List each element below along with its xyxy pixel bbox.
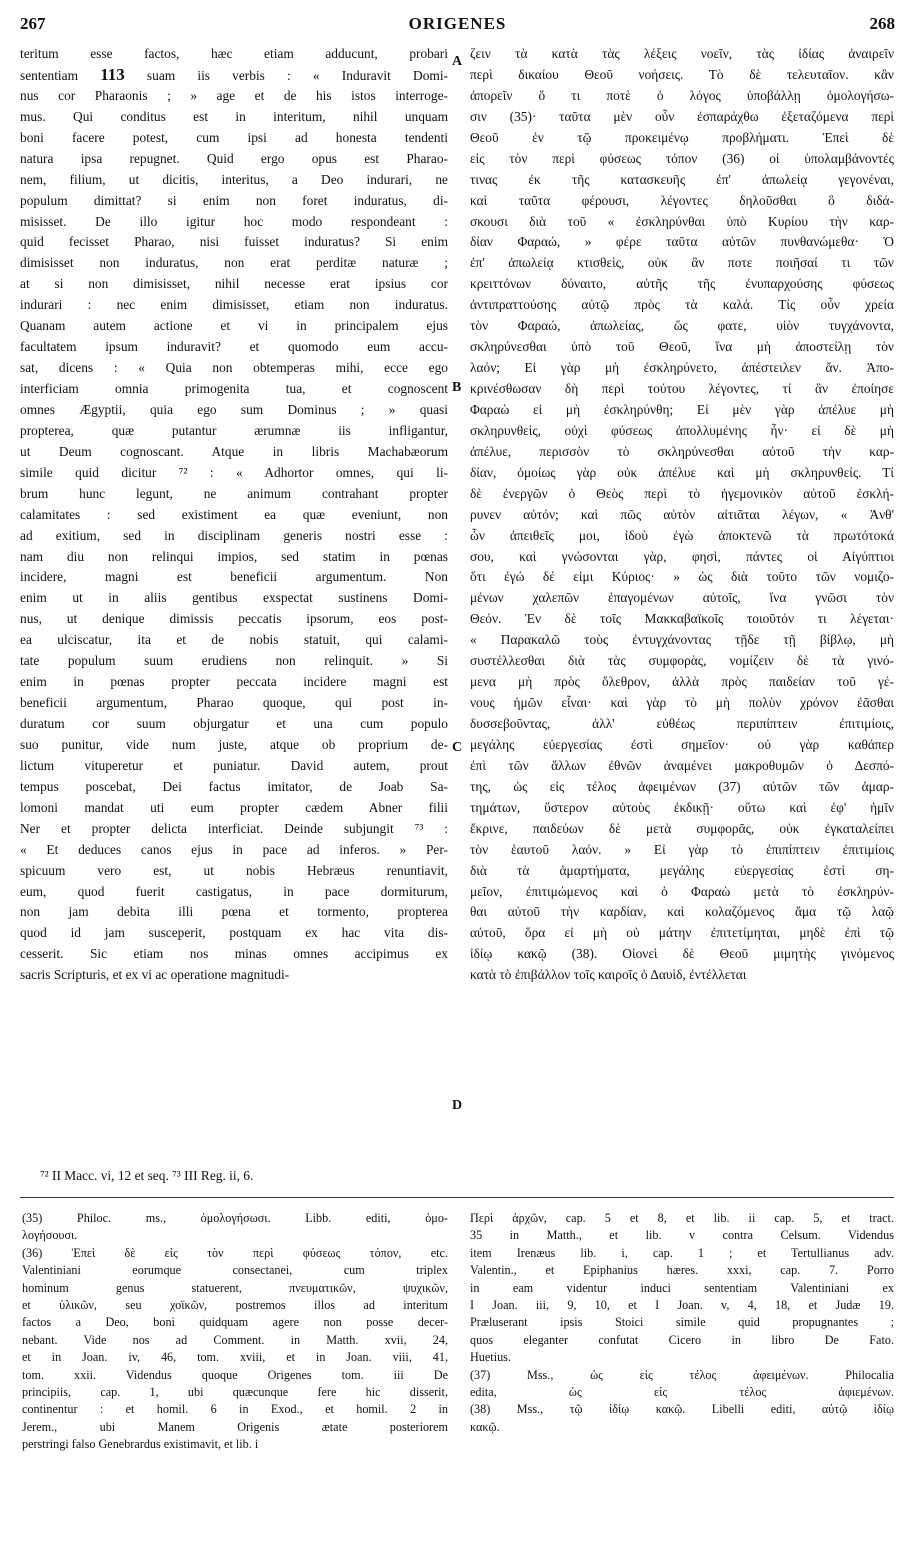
text-line: τημάτων, ὕστερον αὐτοὺς ἐκδικῇ· οὕτω καὶ ἐφ' ἡμῖν bbox=[470, 799, 894, 815]
text-line: cesserit. Sic etiam nos minas omnes accipimus ex bbox=[20, 946, 448, 962]
text-line: δίαν Φαραώ, » φέρε ταῦτα αὐτῶν πυνθανώμεθα· Ὁ bbox=[470, 234, 894, 250]
text-line: brum hunc legunt, ne animum contrahant propter bbox=[20, 485, 448, 501]
text-line: ἀντιπραττούσης αὐτῷ πρὸς τὰ καλά. Τίς οὖν χρεία bbox=[470, 297, 894, 313]
text-line: θαι αὐτοῦ τὴν καρδίαν, καὶ κολαζόμενος ἅμα τῷ λαῷ bbox=[470, 904, 894, 920]
footnote-line: et ὑλικῶν, seu χοϊκῶν, postremos illos ad interitum bbox=[22, 1297, 448, 1312]
text-line: teritum esse factos, hæc etiam adducunt, probari bbox=[20, 46, 448, 61]
text-line: μενα μὴ πρὸς ὄλεθρον, ἀλλὰ πρὸς παιδείαν τοῦ γέ- bbox=[470, 674, 894, 690]
text-line: misisset. De illo igitur hoc modo respondeant : bbox=[20, 213, 448, 229]
text-line: mus. Qui conditus est in interitum, nihil unquam bbox=[20, 108, 448, 124]
text-line: τινας ἐκ τῆς κατασκευῆς ἐπ' ἀπωλείᾳ γεγονέναι, bbox=[470, 171, 894, 187]
footnote-line: principiis, cap. 1, ubi quæcunque fere hic disserit, bbox=[22, 1384, 448, 1399]
footnote-line: I Joan. iii, 9, 10, et I Joan. v, 4, 18, et Judæ 19. bbox=[470, 1297, 894, 1312]
footnote-line: continentur : et homil. 6 in Exod., et homil. 2 in bbox=[22, 1402, 448, 1417]
text-line: facultatem ipsum induravit? et quomodo eum accu- bbox=[20, 339, 448, 355]
text-line: suo punitur, vide num juste, atque ob proprium de- bbox=[20, 736, 448, 752]
footnote-line: (37) Mss., ὡς εἰς τέλος ἀφειμένων. Philocalia bbox=[470, 1367, 894, 1382]
text-line: σου, καὶ γνώσονται γὰρ, φησὶ, πάντες οἱ Αἰγύπτιοι bbox=[470, 548, 894, 564]
footnote-line: et in Joan. iv, 46, tom. xviii, et in Joan. viii, 41, bbox=[22, 1350, 448, 1365]
text-line: Quanam autem actione et vi in principalem ejus bbox=[20, 318, 448, 334]
footnotes-right bbox=[470, 1210, 894, 1436]
text-line: lomoni mandat uti eum propter cædem Abner filii bbox=[20, 799, 448, 815]
text-line: non jam debita illi pœna et tormento, propterea bbox=[20, 904, 448, 920]
text-line: δυσσεβοῦντας, ἀλλ' εὐθέως περιπίπτειν ἐπιτιμίοις, bbox=[470, 716, 894, 731]
text-line: quid fecisset Pharao, nisi fuisset induratus? Si enim bbox=[20, 234, 448, 250]
text-line: ἰδίῳ κακῷ (38). Οἱονεὶ δὲ Θεοῦ μιμητὴς γινόμενος bbox=[470, 946, 894, 962]
text-line: μεῖον, ἐπιτιμώμενος καὶ ὁ Φαραὼ μετὰ τὸ ἐσκληρύν- bbox=[470, 883, 894, 899]
text-line: natura ipsa repugnet. Quid ergo opus est Pharao- bbox=[20, 150, 448, 166]
footnote-line: edita, ὡς εἰς τέλος ἀφιεμένων. bbox=[470, 1384, 894, 1399]
footnotes-left bbox=[22, 1210, 448, 1453]
text-line: μένων χαλεπῶν ἐπαγομένων αὐτοῖς, ἵνα γνῶσι τὸν bbox=[470, 590, 894, 606]
text-line: μεγάλης εὐεργεσίας ἐστὶ σημεῖον· οὐ γὰρ καθάπερ bbox=[470, 736, 894, 752]
greek-column bbox=[470, 44, 894, 986]
footnote-line: perstringi falso Genebrardus existimavit, et lib. i bbox=[22, 1437, 259, 1452]
text-line: « Παρακαλῶ τοὺς ἐντυγχάνοντας τῇδε τῇ βίβλῳ, μὴ bbox=[470, 632, 894, 648]
footnote-line: in eam videntur induci sententiam Valentiniani ex bbox=[470, 1280, 894, 1295]
text-line: nem, filium, ut dicitis, interitus, a Deo indurari, ne bbox=[20, 171, 448, 187]
text-line: incidere, magni est beneficii argumentum. Non bbox=[20, 569, 448, 585]
text-line: beneficii argumentum, Pharao quoque, qui post in- bbox=[20, 695, 448, 711]
footnote-line: hominum genus statuerent, πνευματικῶν, ψυχικῶν, bbox=[22, 1280, 448, 1295]
text-line: « Et deduces canos ejus in pace ad inferos. » Per- bbox=[20, 841, 448, 857]
section-marker-a: A bbox=[452, 54, 463, 69]
text-line: nus, ut denique dimissis peccatis ipsorum, eos post- bbox=[20, 611, 448, 627]
footnote-line: 35 in Matth., et lib. v contra Celsum. Videndus bbox=[470, 1228, 894, 1243]
footnote-line: item Irenæus lib. i, cap. 1 ; et Tertullianus adv. bbox=[470, 1245, 894, 1260]
text-line: boni facere potest, cum ipsi ad honesta tendenti bbox=[20, 129, 448, 145]
footnote-line: quos eleganter confutat Cicero in libro De Fato. bbox=[470, 1332, 894, 1347]
text-line: ἀπέλυε, περισσὸν τὸ σκληρύνεσθαι αὐτοῦ τὴν καρ- bbox=[470, 443, 894, 459]
text-line: τὸν ἑαυτοῦ λαόν. » Εἰ γὰρ τὸ ἐπιπίπτειν ἐπιτιμίοις bbox=[470, 841, 894, 857]
text-line: ρυνεν αὐτόν; καὶ πῶς αὐτὸν αἰτιᾶται λέγων, « Ἀνθ' bbox=[470, 506, 894, 522]
text-line: σκληρύνεσθαι ὑπὸ τοῦ Θεοῦ, ἵνα μὴ ἀποστείλῃ τὸν bbox=[470, 339, 894, 355]
page-number-right: 268 bbox=[869, 14, 895, 33]
text-line: eum, quod fuerit castigatus, in pace dormiturum, bbox=[20, 883, 448, 899]
text-line: nus cor Pharaonis ; » age et de his istos interroge- bbox=[20, 87, 448, 103]
text-line: νους ἡμῶν εἶναι· καὶ γὰρ τὸ μὴ πολὺν χρόνον ἐᾶσθαι bbox=[470, 695, 894, 711]
text-line: κατὰ τὸ ἐπιβάλλον τοῖς καιροῖς ὁ Δαυὶδ, ἐντέλλεται bbox=[470, 967, 747, 983]
text-line: κρινέσθωσαν δὴ περὶ τούτου λέγοντες, τί ἂν ἐποίησε bbox=[470, 381, 894, 396]
text-line: sacris Scripturis, et ex vi ac operatione magnitudi- bbox=[20, 967, 290, 983]
text-line: propterea, quæ putantur ærumnæ iis infligantur, bbox=[20, 422, 448, 438]
text-line: quod id jam susceperit, postquam ex hac vita dis- bbox=[20, 925, 448, 941]
text-line: περὶ δικαίου Θεοῦ νοήσεις. Τὸ δὲ τελευταῖον. κἂν bbox=[470, 66, 894, 82]
footnote-line: Præluserant ipsis Stoici simile quid propugnantes ; bbox=[470, 1315, 894, 1330]
text-line: σκουσι διὰ τοῦ « ἐσκληρύνθαι ὑπὸ Κυρίου τὴν καρ- bbox=[470, 213, 894, 229]
text-line: tempus poscebat, Dei factus imitator, de Joab Sa- bbox=[20, 778, 448, 794]
text-line: sententiam 113 suam iis verbis : « Induravit Domi- bbox=[20, 64, 448, 84]
footnote-divider bbox=[20, 1197, 894, 1198]
text-line: interficiam omnia primogenita tua, et cognoscent bbox=[20, 381, 448, 396]
text-line: λαόν; Εἰ γὰρ μὴ ἐσκληρύνετο, ἀπέστειλεν ἄν. Ἀπο- bbox=[470, 360, 894, 376]
scripture-references: ⁷² II Macc. vi, 12 et seq. ⁷³ III Reg. ii, 6. bbox=[40, 1168, 254, 1183]
text-line: Θεοῦ ἐν τῷ προκειμένῳ προβλήματι. Ἐπεὶ δὲ bbox=[470, 129, 894, 145]
text-line: dimisisset non induratus, non erat perditæ naturæ ; bbox=[20, 255, 448, 271]
section-marker-c: C bbox=[452, 740, 463, 755]
text-line: τὸν Φαραώ, ἀπωλείας, ὥς φατε, υἱὸν τυγχάνοντα, bbox=[470, 318, 894, 334]
text-line: συστέλλεσθαι διὰ τὰς συμφορὰς, νομίζειν δὲ τὰ γινό- bbox=[470, 653, 894, 669]
text-line: ἔκρινε, παιδεύων δὲ μετὰ συμφορᾶς, οὐκ ἐγκαταλείπει bbox=[470, 820, 894, 836]
running-head bbox=[20, 10, 895, 40]
text-line: κρειττόνων δύναιτο, αὐτῆς τῆς ἐνυπαρχούσης φύσεως bbox=[470, 276, 894, 292]
page-title: ORIGENES bbox=[408, 14, 507, 33]
text-line: at si non dimisisset, nihil necesse erat ipsius cor bbox=[20, 276, 448, 292]
text-line: ζειν τὰ κατὰ τὰς λέξεις νοεῖν, τὰς ἰδίας ἀναιρεῖν bbox=[470, 46, 894, 61]
section-marker-d: D bbox=[452, 1098, 463, 1113]
footnote-line: Περὶ ἀρχῶν, cap. 5 et 8, et lib. ii cap. 5, et tract. bbox=[470, 1211, 894, 1225]
footnote-line: tom. xxii. Videndus quoque Origenes tom. iii De bbox=[22, 1367, 448, 1382]
text-line: δὲ ἐνεργῶν ὁ Θεὸς περὶ τὸ ἡγεμονικὸν αὐτοῦ ἐσκλή- bbox=[470, 485, 894, 501]
text-line: sat, dicens : « Quia non obtemperas mihi, ecce ego bbox=[20, 360, 448, 376]
section-marker-b: B bbox=[452, 380, 462, 395]
footnote-line: κακῷ. bbox=[470, 1419, 500, 1434]
text-line: enim in pœnas propter peccata incidere magni est bbox=[20, 674, 448, 690]
text-line: populum dimittat? si enim non foret induratus, di- bbox=[20, 192, 448, 208]
text-line: ὅτι ἐγώ δέ εἰμι Κύριος· » ὡς διὰ τοῦτο τῶν νομιζο- bbox=[470, 569, 894, 585]
text-line: εἰς τὸν περὶ φύσεως τόπον (36) οἱ ὑπολαμβάνοντές bbox=[470, 150, 894, 166]
text-line: καὶ ταῦτα φέρουσι, λέγοντες δηλοῦσθαι ὃ διδά- bbox=[470, 192, 894, 208]
text-line: calamitates : sed existiment ea quæ eveniunt, non bbox=[20, 506, 448, 522]
text-line: ἀπορεῖν ὅ τι ποτὲ ὁ λόγος ὑποβάλλῃ ὁμολογήσω- bbox=[470, 87, 894, 103]
text-line: nam diu non relinqui impios, sed statim in pœnas bbox=[20, 548, 448, 564]
text-line: enim ut in aliis gentibus exspectat sustinens Domi- bbox=[20, 590, 448, 606]
footnote-line: factos a Deo, boni quidquam agere non posse decer- bbox=[22, 1315, 448, 1330]
footnote-line: Valentiniani eorumque consectanei, cum triplex bbox=[22, 1263, 448, 1278]
text-line: αὐτοῦ, ὅρα εἰ μὴ οὐ μάτην ἐπιτετίμηται, μηδὲ ἐπὶ τῷ bbox=[470, 925, 894, 941]
text-line: σιν (35)· ταῦτα μὲν οὖν ἐσπαράχθω ἐξεταζόμενα περὶ bbox=[470, 108, 894, 124]
footnote-line: Jerem., ubi Manem Origenis ætate posteriorem bbox=[22, 1419, 448, 1434]
text-line: omnes Ægyptii, quia ego sum Dominus ; » quasi bbox=[20, 401, 448, 417]
latin-column bbox=[20, 44, 448, 986]
footnote-line: Valentin., et Epiphanius hæres. xxxi, cap. 7. Porro bbox=[470, 1263, 894, 1278]
text-line: spicuum vero est, ut nobis Hebræus renuntiavit, bbox=[20, 862, 448, 878]
page-number-left: 267 bbox=[20, 14, 46, 33]
text-line: ea ulciscatur, ita et de nobis statuit, qui calami- bbox=[20, 632, 448, 648]
text-line: διὰ τὰ ἁμαρτήματα, μεγάλης εὐεργεσίας ἐστὶ ση- bbox=[470, 862, 894, 878]
text-line: ἐπ' ἀπωλείᾳ κτισθεὶς, οὐκ ἂν ποτε ποιῆσαί τι τῶν bbox=[470, 255, 894, 271]
text-line: simile quid dicitur ⁷² : « Adhortor omnes, qui li- bbox=[20, 464, 448, 480]
footnote-line: λογήσουσι. bbox=[22, 1228, 78, 1243]
text-line: ad exitium, sed in disciplinam generis nostri esse : bbox=[20, 527, 448, 543]
text-line: Φαραὼ εἰ μὴ ἐσκληρύνθη; Εἰ μὲν γὰρ ἀπέλυε μὴ bbox=[470, 401, 894, 417]
text-line: δίαν, ὁμοίως γὰρ οὐκ ἀπέλυε καὶ μὴ σκληρυνθείς. Τί bbox=[470, 464, 894, 480]
text-line: ut Deum cognoscant. Atque in libris Machabæorum bbox=[20, 443, 448, 459]
footnote-line: nebant. Vide nos ad Comment. in Matth. xvii, 24, bbox=[22, 1332, 448, 1347]
footnote-line: (38) Mss., τῷ ἰδίῳ κακῷ. Libelli editi, αὐτῷ ἰδίῳ bbox=[470, 1402, 894, 1417]
text-line: indurari : nec enim dimisisset, etiam non induratus. bbox=[20, 297, 448, 313]
footnote-line: (35) Philoc. ms., ὁμολογήσωσι. Libb. editi, ὁμο- bbox=[22, 1211, 448, 1225]
text-line: ὧν ἀπειθεῖς μοι, ἰδοὺ ἐγὼ ἀποκτενῶ τὰ πρωτότοκά bbox=[470, 527, 894, 543]
text-line: της, ὡς εἰς τέλος ἀφειμένων (37) αὐτῶν τῶν ἁμαρ- bbox=[470, 778, 894, 794]
text-line: ἐπὶ τῶν ἄλλων ἐθνῶν ἀναμένει μακροθυμῶν ὁ Δεσπό- bbox=[470, 757, 894, 773]
text-line: tate populum suum erudiens non relinquit. » Si bbox=[20, 653, 448, 669]
footnote-line: (36) Ἐπεὶ δὲ εἰς τὸν περὶ φύσεως τόπον, etc. bbox=[22, 1245, 448, 1260]
text-line: Θεόν. Ἐν δὲ τοῖς Μακκαβαϊκοῖς τοιοῦτόν τι λέγεται· bbox=[470, 611, 894, 627]
text-line: duratum cor suum objurgatur et una cum populo bbox=[20, 716, 448, 731]
text-line: σκληρυνθεὶς, οὐχὶ φύσεως ἀπολλυμένης ἦν· εἰ δὲ μὴ bbox=[470, 422, 894, 438]
text-line: lictum vituperetur et puniatur. David autem, prout bbox=[20, 757, 448, 773]
footnote-line: Huetius. bbox=[470, 1350, 511, 1365]
text-line: Ner et propter delicta interficiat. Deinde subjungit ⁷³ : bbox=[20, 820, 448, 836]
